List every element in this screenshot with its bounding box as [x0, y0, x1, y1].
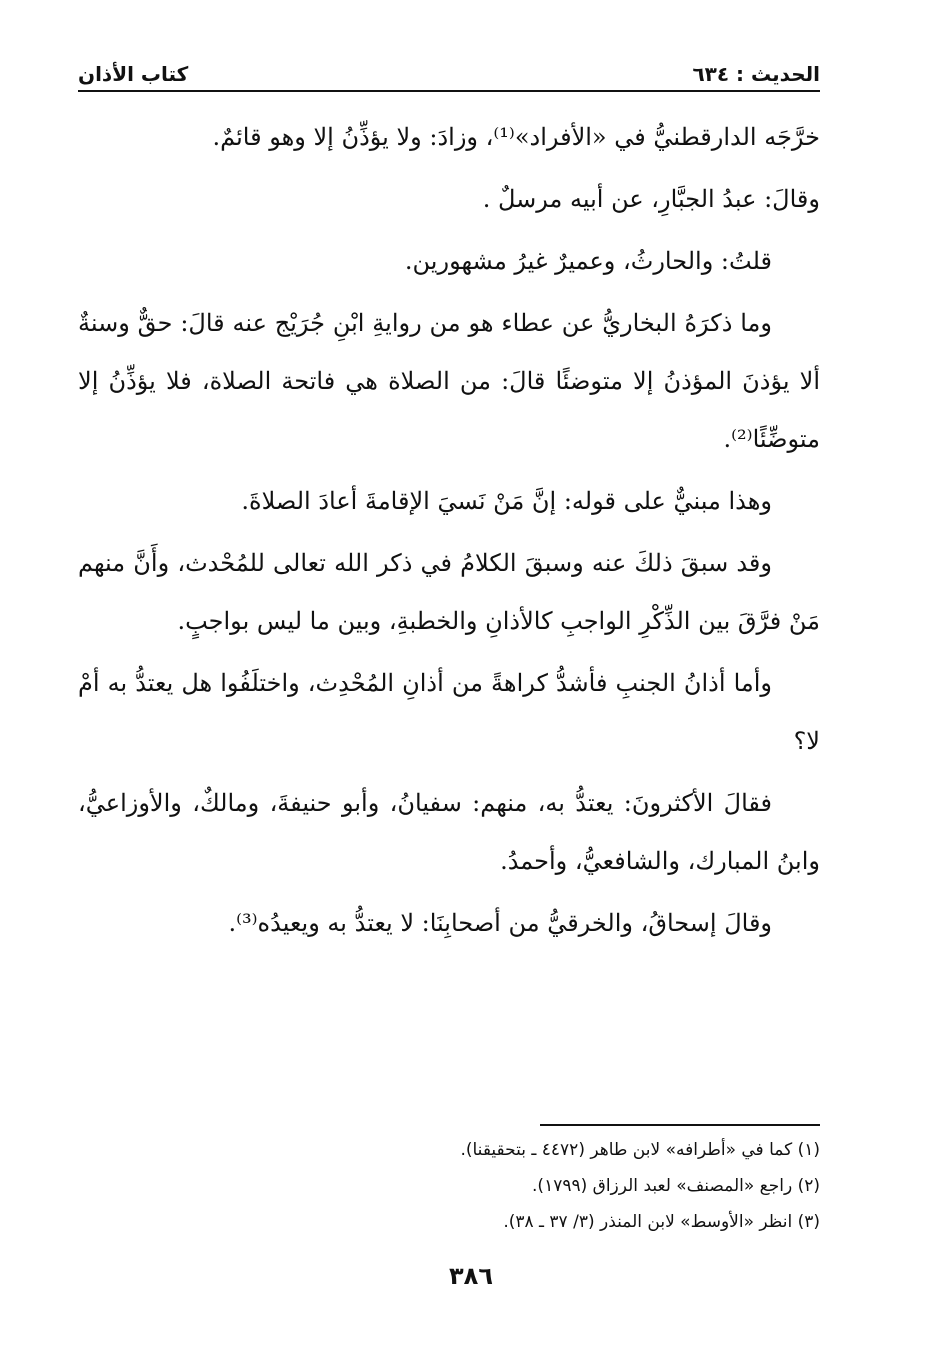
footnote: (١) كما في «أطرافه» لابن طاهر (٤٤٧٢ ـ بتحقيقنا).	[460, 1140, 820, 1160]
paragraph: وقالَ: عبدُ الجبَّارِ، عن أبيه مرسلٌ .	[482, 185, 820, 213]
paragraph: وقالَ إسحاقُ، والخرقيُّ من أصحابِنَا: لا يعتدُّ به ويعيدُه⁽³⁾.	[228, 909, 772, 937]
paragraph: وما ذكرَهُ البخاريُّ عن عطاء هو من روايةِ ابْنِ جُرَيْج عنه قالَ: حقٌّ وسنةٌ ألا يؤذنَ المؤذنُ إلا متوضئًا قالَ: من الصلاة هي فاتحة الصلاة، فلا يؤذِّنُ إلا متوضِّئًا⁽²⁾.	[78, 309, 820, 453]
running-header	[78, 56, 820, 92]
page-number: ٣٨٦	[449, 1262, 493, 1290]
paragraph: خرَّجَه الدارقطنيُّ في «الأفراد»⁽¹⁾، وزادَ: ولا يؤذِّنُ إلا وهو قائمٌ.	[212, 123, 820, 151]
paragraph: فقالَ الأكثرونَ: يعتدُّ به، منهم: سفيانُ، وأبو حنيفةَ، ومالكٌ، والأوزاعيُّ، وابنُ المبارك، والشافعيُّ، وأحمدُ.	[78, 789, 820, 875]
footnote: (٢) راجع «المصنف» لعبد الرزاق (١٧٩٩).	[532, 1176, 820, 1196]
paragraph: وهذا مبنيٌّ على قوله: إنَّ مَنْ نَسيَ الإقامةَ أعادَ الصلاةَ.	[241, 487, 772, 515]
main-text	[78, 108, 820, 956]
paragraph: وقد سبقَ ذلكَ عنه وسبقَ الكلامُ في ذكر الله تعالى للمُحْدث، وأَنَّ منهم مَنْ فرَّقَ بين الذِّكْرِ الواجبِ كالأذانِ والخطبةِ، وبين ما ليس بواجبٍ.	[78, 549, 820, 635]
footnotes	[78, 1132, 820, 1240]
hadith-number: الحديث : ٦٣٤	[692, 62, 820, 86]
footnote-separator	[540, 1124, 820, 1126]
paragraph: وأما أذانُ الجنبِ فأشدُّ كراهةً من أذانِ المُحْدِث، واختلَفُوا هل يعتدُّ به أمْ لا؟	[78, 669, 820, 755]
footnote: (٣) انظر «الأوسط» لابن المنذر (٣/ ٣٧ ـ ٣٨).	[503, 1212, 820, 1232]
paragraph: قلتُ: والحارثُ، وعميرٌ غيرُ مشهورين.	[404, 247, 772, 275]
book-title: كتاب الأذان	[78, 62, 189, 86]
